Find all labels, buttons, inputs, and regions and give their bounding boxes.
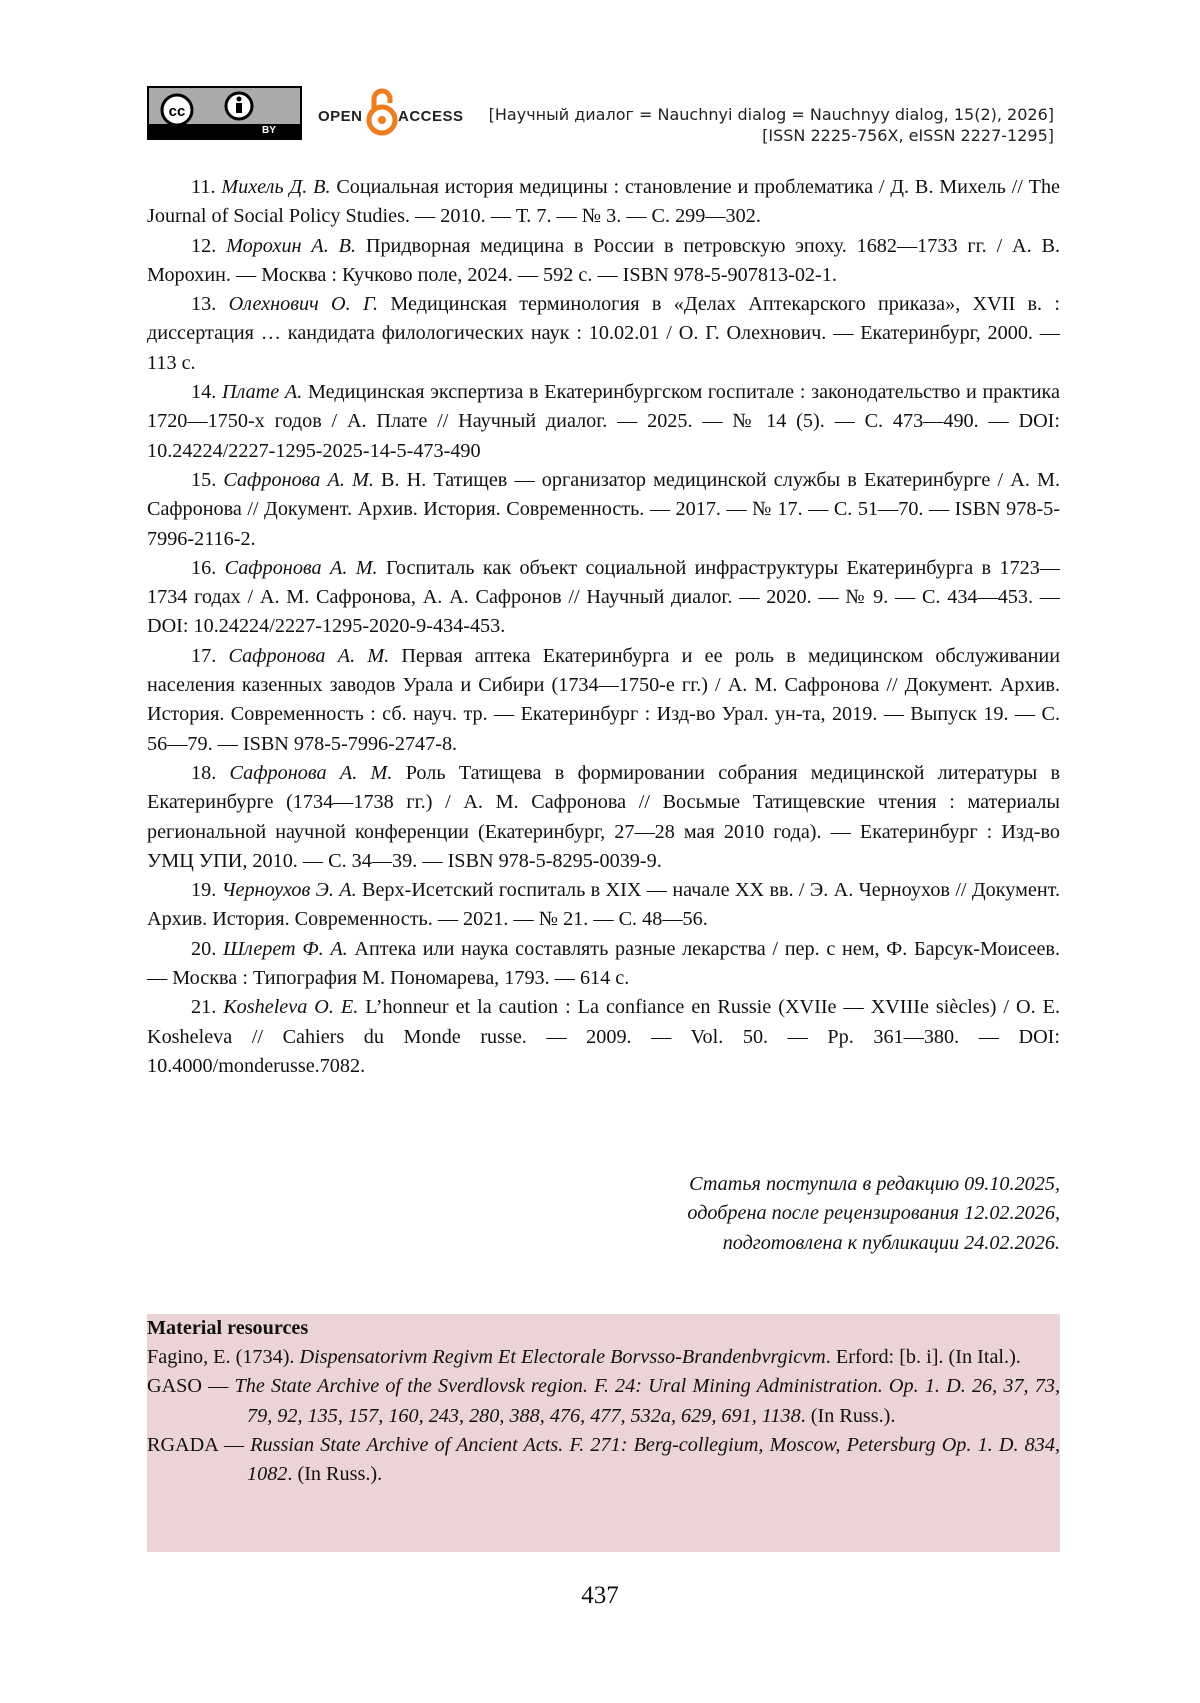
approved-date: одобрена после рецензирования 12.02.2026, bbox=[687, 1202, 1060, 1225]
reference-number: 18. bbox=[191, 761, 217, 784]
reference-text: Медицинская терминология в «Делах Аптекарского приказа», XVII в. : диссертация … кандидата филологических наук : 10.02.01 / О. Г. Олехнович. — Екатеринбург, 2000. — 113 с. bbox=[147, 293, 1061, 374]
reference-text: Первая аптека Екатеринбурга и ее роль в медицинском обслуживании населения казенных заводов Урала и Сибири (1734—1750-е гг.) / А. М. Сафронова // Документ. Архив. История. Современность : сб. науч. тр. — Екатеринбург : Изд-во Урал. ун-та, 2019. — Выпуск 19. — С. 56—79. — ISBN 978-5-7996-2747-8. bbox=[147, 644, 1061, 755]
reference-text: Госпиталь как объект социальной инфраструктуры Екатеринбурга в 1723—1734 годах / А. М. Сафронова, А. А. Сафронов // Научный диалог. — 2020. — № 9. — С. 434—453. — DOI: 10.24224/2227-1295-2020-9-434-453. bbox=[147, 556, 1060, 638]
reference-list bbox=[147, 173, 1060, 1081]
reference-item bbox=[147, 876, 1060, 935]
reference-author: Михель Д. В. bbox=[221, 176, 331, 198]
material-resource-lead: Fagino, E. (1734). bbox=[147, 1346, 300, 1368]
reference-text: В. Н. Татищев — организатор медицинской службы в Екатеринбурге / А. М. Сафронова // Документ. Архив. История. Современность. — 2017. — № 17. — С. 51—70. — ISBN 978-5-7996-2116-2. bbox=[147, 468, 1060, 550]
reference-author: Черноухов Э. А. bbox=[221, 879, 357, 902]
material-resource-lead: RGADA — bbox=[147, 1433, 251, 1456]
reference-text: L’honneur et la caution : La confiance en Russie (XVIIe — XVIIIe siècles) / O. E. Kosheleva // Cahiers du Monde russe. — 2009. — Vol. 50. — Pp. 361—380. — DOI: 10.4000/monderusse.7082. bbox=[147, 996, 1060, 1077]
reference-number: 11. bbox=[191, 176, 216, 198]
material-resource-tail: . Erford: [b. i]. (In Ital.). bbox=[825, 1346, 1021, 1368]
received-date: Статья поступила в редакцию 09.10.2025, bbox=[689, 1173, 1060, 1195]
reference-number: 17. bbox=[191, 644, 217, 667]
reference-text: Верх-Исетский госпиталь в XIX — начале XX вв. / Э. А. Черноухов // Документ. Архив. История. Современность. — 2021. — № 21. — С. 48—56. bbox=[147, 879, 1060, 931]
material-resource-tail: . (In Russ.). bbox=[287, 1463, 383, 1486]
page-number: 437 bbox=[581, 1582, 619, 1609]
open-access-lock-icon bbox=[365, 86, 399, 138]
reference-item bbox=[147, 993, 1060, 1081]
material-resource-title: Russian State Archive of Ancient Acts. F. 271: Berg-collegium, Moscow, Petersburg Op. 1. D. 834, 1082 bbox=[247, 1433, 1060, 1486]
reference-author: Морохин А. В. bbox=[226, 234, 357, 257]
reference-item bbox=[147, 232, 1060, 291]
reference-number: 19. bbox=[191, 879, 217, 902]
reference-number: 20. bbox=[191, 937, 217, 960]
material-resource-entry bbox=[147, 1343, 1060, 1372]
reference-number: 15. bbox=[191, 468, 217, 491]
journal-citation-line: [Научный диалог = Nauchnyi dialog = Nauchnyy dialog, 15(2), 2026] bbox=[488, 105, 1054, 124]
reference-author: Сафронова А. М. bbox=[224, 556, 378, 579]
reference-item bbox=[147, 554, 1060, 642]
journal-issn-line: [ISSN 2225-756X, eISSN 2227-1295] bbox=[762, 126, 1054, 145]
svg-text:cc: cc bbox=[168, 103, 186, 120]
reference-item bbox=[147, 466, 1060, 554]
material-resource-title: Dispensatorivm Regivm Et Electorale Borvsso-Brandenbvrgicvm bbox=[299, 1346, 826, 1368]
cc-by-label: BY bbox=[262, 125, 276, 136]
reference-author: Сафронова А. М. bbox=[229, 761, 393, 784]
material-resource-entry bbox=[147, 1372, 1060, 1431]
reference-author: Kosheleva O. E. bbox=[223, 996, 359, 1019]
reference-author: Сафронова А. М. bbox=[223, 468, 374, 491]
submission-dates bbox=[687, 1170, 1060, 1258]
reference-text: Социальная история медицины : становление и проблематика / Д. В. Михель // The Journal of Social Policy Studies. — 2010. — Т. 7. — № 3. — С. 299—302. bbox=[147, 176, 1060, 228]
reference-text: Придворная медицина в России в петровскую эпоху. 1682—1733 гг. / А. В. Морохин. — Москва : Кучково поле, 2024. — 592 с. — ISBN 978-5-907813-02-1. bbox=[147, 234, 1061, 286]
reference-number: 21. bbox=[191, 996, 217, 1019]
reference-text: Аптека или наука составлять разные лекарства / пер. с нем, Ф. Барсук-Моисеев. — Москва : Типография М. Пономарева, 1793. — 614 с. bbox=[147, 937, 1061, 990]
reference-number: 14. bbox=[191, 381, 217, 404]
reference-text: Роль Татищева в формировании собрания медицинской литературы в Екатеринбурге (1734—1738 гг.) / А. М. Сафронова // Восьмые Татищевские чтения : материалы региональной научной конференции (Екатеринбург, 27—28 мая 2010 года). — Екатеринбург : Изд-во УМЦ УПИ, 2010. — С. 34—39. — ISBN 978-5-8295-0039-9. bbox=[147, 761, 1060, 872]
open-access-right-text: ACCESS bbox=[398, 108, 464, 125]
material-resource-tail: . (In Russ.). bbox=[800, 1404, 896, 1427]
material-resources-box bbox=[147, 1314, 1060, 1552]
prepared-date: подготовлена к публикации 24.02.2026. bbox=[722, 1231, 1060, 1254]
reference-number: 12. bbox=[191, 234, 217, 257]
reference-author: Плате А. bbox=[221, 381, 303, 404]
material-resources-heading: Material resources bbox=[147, 1317, 309, 1339]
reference-author: Шлерет Ф. А. bbox=[222, 937, 348, 960]
open-access-logo bbox=[318, 86, 464, 138]
reference-item bbox=[147, 378, 1060, 466]
reference-text: Медицинская экспертиза в Екатеринбургском госпитале : законодательство и практика 1720—1750-х годов / А. Плате // Научный диалог. — 2025. — № 14 (5). — С. 473—490. — DOI: 10.24224/2227-1295-2025-14-5-473-490 bbox=[147, 381, 1060, 462]
reference-item bbox=[147, 759, 1060, 876]
open-access-left-text: OPEN bbox=[318, 108, 363, 125]
material-resource-title: The State Archive of the Sverdlovsk region. F. 24: Ural Mining Administration. Op. 1. D. 26, 37, 73, 79, 92, 135, 157, 160, 243, 280, 388, 476, 477, 532a, 629, 691, 1138 bbox=[234, 1375, 1061, 1427]
reference-number: 16. bbox=[191, 556, 217, 579]
reference-item bbox=[147, 642, 1060, 759]
reference-author: Олехнович О. Г. bbox=[228, 293, 378, 316]
journal-citation bbox=[489, 104, 1054, 146]
cc-by-icon bbox=[149, 88, 304, 128]
material-resource-lead: GASO — bbox=[147, 1375, 235, 1398]
reference-item bbox=[147, 290, 1060, 378]
reference-number: 13. bbox=[191, 293, 217, 316]
reference-item bbox=[147, 935, 1060, 994]
material-resource-entry bbox=[147, 1431, 1060, 1490]
reference-author: Сафронова А. М. bbox=[228, 644, 390, 667]
reference-item bbox=[147, 173, 1060, 232]
cc-by-license-badge bbox=[147, 86, 302, 140]
